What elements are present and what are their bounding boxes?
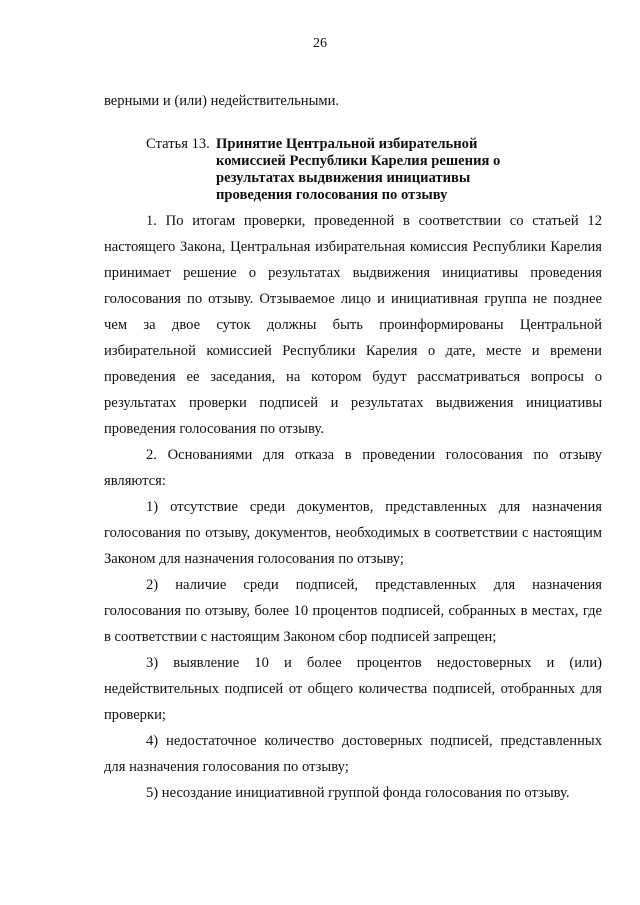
article-heading (146, 136, 586, 204)
article-body (104, 208, 602, 806)
list-item-5: 5) несоздание инициативной группой фонда голосования по отзыву. (146, 785, 570, 801)
carry-over-line: верными и (или) недействительными. (104, 93, 340, 109)
list-item-1: 1) отсутствие среди документов, представленных для назначения голосования по отзыву, документов, необходимых в соответствии с настоящим Законом для назначения голосования по отзыву; (104, 499, 602, 567)
paragraph-2: 2. Основаниями для отказа в проведении голосования по отзыву являются: (104, 447, 602, 489)
article-title (216, 136, 546, 204)
article-title-line: проведения голосования по отзыву (216, 187, 448, 203)
page-number: 26 (313, 36, 327, 51)
list-item-2: 2) наличие среди подписей, представленных для назначения голосования по отзыву, более 10 процентов подписей, собранных в местах, где в соответствии с настоящим Законом сбор подписей запрещен; (104, 577, 602, 645)
article-number: Статья 13. (146, 136, 210, 152)
list-item-4: 4) недостаточное количество достоверных подписей, представленных для назначения голосования по отзыву; (104, 733, 602, 775)
article-title-line: Принятие Центральной избирательной (216, 136, 478, 152)
article-title-line: комиссией Республики Карелия решения о (216, 153, 501, 169)
paragraph-1: 1. По итогам проверки, проведенной в соответствии со статьей 12 настоящего Закона, Центральная избирательная комиссия Республики Карелия принимает решение о результатах выдвижения инициативы проведения голосования по отзыву. Отзываемое лицо и инициативная группа не позднее чем за двое суток должны быть проинформированы Центральной избирательной комиссией Республики Карелия о дате, месте и времени проведения ее заседания, на котором будут рассматриваться вопросы о результатах проверки подписей и результатах выдвижения инициативы проведения голосования по отзыву. (104, 213, 602, 437)
article-title-line: результатах выдвижения инициативы (216, 170, 471, 186)
list-item-3: 3) выявление 10 и более процентов недостоверных и (или) недействительных подписей от общего количества подписей, отобранных для проверки; (104, 655, 602, 723)
